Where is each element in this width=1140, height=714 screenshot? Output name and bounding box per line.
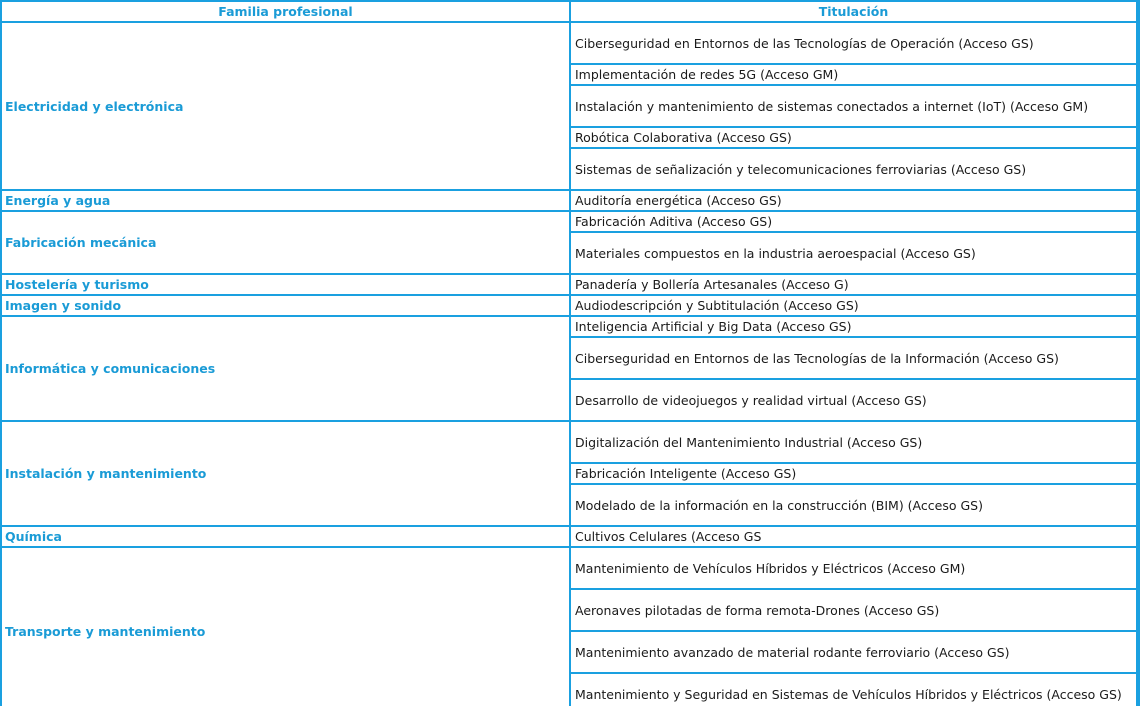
titulo-cell: Ciberseguridad en Entornos de las Tecnologías de la Información (Acceso GS) [571,338,1136,378]
familia-cell: Energía y agua [2,191,569,210]
titulo-cell: Mantenimiento de Vehículos Híbridos y Eléctricos (Acceso GM) [571,548,1136,588]
titulo-cell: Inteligencia Artificial y Big Data (Acceso GS) [571,317,1136,336]
familia-cell: Hostelería y turismo [2,275,569,294]
titulo-cell: Panadería y Bollería Artesanales (Acceso G) [571,275,1136,294]
familia-cell: Química [2,527,569,546]
titulo-cell: Fabricación Inteligente (Acceso GS) [571,464,1136,483]
familia-cell: Imagen y sonido [2,296,569,315]
titulo-cell: Robótica Colaborativa (Acceso GS) [571,128,1136,147]
familia-cell: Electricidad y electrónica [2,23,569,189]
titulo-cell: Audiodescripción y Subtitulación (Acceso GS) [571,296,1136,315]
titulo-cell: Sistemas de señalización y telecomunicaciones ferroviarias (Acceso GS) [571,149,1136,189]
header-familia: Familia profesional [2,2,569,21]
familia-cell: Transporte y mantenimiento [2,548,569,714]
titulo-cell: Aeronaves pilotadas de forma remota-Drones (Acceso GS) [571,590,1136,630]
familia-cell: Fabricación mecánica [2,212,569,273]
titulo-cell: Mantenimiento avanzado de material rodante ferroviario (Acceso GS) [571,632,1136,672]
familia-cell: Instalación y mantenimiento [2,422,569,525]
titulo-cell: Digitalización del Mantenimiento Industrial (Acceso GS) [571,422,1136,462]
header-titulacion: Titulación [571,2,1136,21]
titulo-cell: Instalación y mantenimiento de sistemas conectados a internet (IoT) (Acceso GM) [571,86,1136,126]
titulo-cell: Auditoría energética (Acceso GS) [571,191,1136,210]
titulo-cell: Materiales compuestos en la industria aeroespacial (Acceso GS) [571,233,1136,273]
titulo-cell: Fabricación Aditiva (Acceso GS) [571,212,1136,231]
titulo-cell: Desarrollo de videojuegos y realidad virtual (Acceso GS) [571,380,1136,420]
familia-cell: Informática y comunicaciones [2,317,569,420]
titulo-cell: Modelado de la información en la construcción (BIM) (Acceso GS) [571,485,1136,525]
titulo-cell: Cultivos Celulares (Acceso GS [571,527,1136,546]
titulo-cell: Mantenimiento y Seguridad en Sistemas de Vehículos Híbridos y Eléctricos (Acceso GS) [571,674,1136,714]
titulo-cell: Implementación de redes 5G (Acceso GM) [571,65,1136,84]
titulo-cell: Ciberseguridad en Entornos de las Tecnologías de Operación (Acceso GS) [571,23,1136,63]
